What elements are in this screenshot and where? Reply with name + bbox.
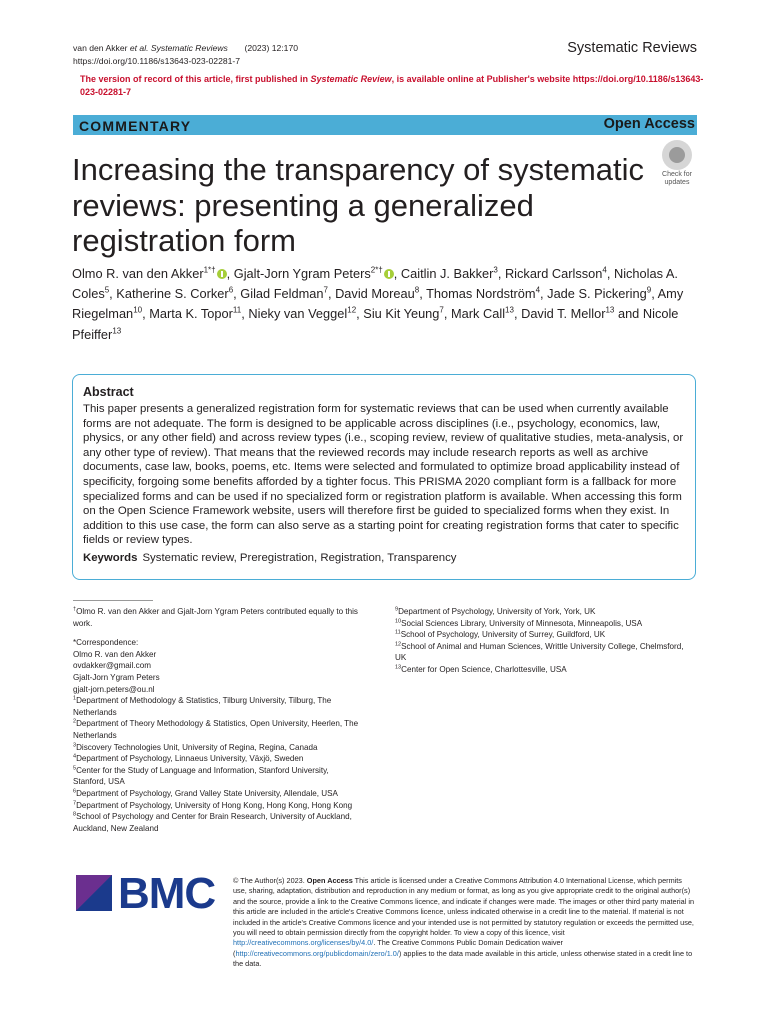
author: Nieky van Veggel$^{12}$: [248, 306, 357, 322]
license-body-1: This article is licensed under a Creative Commons Attribution 4.0 International License, which permits use, sharing, adaptation, distribution and reproduction in any medium or format, as long as you give appropriate credit to the original author(s) and the source, provide a link to the Creative Commons licence, and indicate if changes were made. The images or other third party material in this article are included in the article's Creative Commons licence, unless indicated otherwise in a credit line to the material. If material is not included in the article's Creative Commons licence and your intended use is not permitted by statutory regulation or exceeds the permitted use, you will need to obtain permission directly from the copyright holder. To view a copy of this licence, visit: [233, 876, 695, 938]
citation-authors: van den Akker: [73, 43, 130, 53]
author: Gjalt-Jorn Ygram Peters$^{2*\dagger}$: [234, 266, 394, 281]
bmc-logo-text: BMC: [118, 869, 216, 918]
author-affiliation-sup: 2*†: [370, 265, 383, 275]
abstract-body: This paper presents a generalized registration form for systematic reviews that can be used when currently available forms are not adequate. The form is designed to be applicable across disciplines (i.e., psychology, economics, law, physics, or any other field) and across review types (i.e., scoping review, review of qualitative studies, meta-analysis, or any other type of review). That means that the reviewed records may include research reports as well as archive documents, case law, books, poems, etc. Items were selected and formulated to optimize broad applicability instead of specificity, forgoing some benefits afforded by a tighter focus. This PRISMA 2020 compliant form is a fallback for more specialized forms and can be used if no specialized form or registration platform is available. When accessing this form on the Open Science Framework website, users will therefore first be guided to specialized forms when they exist. In addition to this use case, the form can also serve as a starting point for creating registration forms that cater to specific fields or review types.: [83, 403, 684, 547]
footnote: Olmo R. van den Akker: [73, 649, 157, 659]
author-affiliation-sup: 12: [347, 306, 357, 316]
footnote: $^5$Center for the Study of Language and Information, Stanford University, Stanford, USA: [73, 765, 329, 787]
author-affiliation-sup: 10: [133, 306, 143, 316]
cc-zero-link[interactable]: http://creativecommons.org/publicdomain/zero/1.0/: [235, 948, 399, 958]
author-affiliation-sup: 8: [414, 285, 420, 295]
license-body-2: . The Creative Commons Public Domain Dedication waiver (: [233, 938, 563, 958]
author-affiliation-sup: 4: [535, 285, 541, 295]
version-notice: [80, 73, 720, 99]
keywords-label: Keywords: [83, 551, 138, 564]
doi-link[interactable]: https://doi.org/10.1186/s13643-023-02281-7: [73, 56, 241, 66]
footnote: $^{10}$Social Sciences Library, University of Minnesota, Minneapolis, USA: [395, 617, 643, 628]
footnote: ovdakker@gmail.com: [73, 661, 151, 671]
footnote: $^4$Department of Psychology, Linnaeus University, Växjö, Sweden: [73, 753, 304, 764]
footnote: $^{12}$School of Animal and Human Sciences, Writtle University College, Chelmsford, UK: [395, 641, 684, 663]
footnotes-left: [73, 606, 363, 834]
author-affiliation-sup: 1*†: [203, 265, 216, 275]
article-type-label: COMMENTARY: [79, 118, 192, 134]
footnote: $^8$School of Psychology and Center for Brain Research, University of Auckland, Auckland, New Zealand: [73, 811, 352, 833]
author: Gilad Feldman$^7$: [240, 285, 328, 302]
notice-doi-link[interactable]: , is available online at Publisher's website https://doi.org/10.1186/s13643-023-02281-7: [80, 74, 704, 97]
author-affiliation-sup: 13: [112, 326, 122, 336]
author: David Moreau$^8$: [335, 285, 420, 302]
license-text: [233, 876, 695, 970]
author-affiliation-sup: 6: [228, 285, 234, 295]
citation-line: [73, 42, 298, 55]
footnote: $^1$Department of Methodology & Statistics, Tilburg University, Tilburg, The Netherlands: [73, 695, 332, 717]
author: Mark Call$^{13}$: [451, 306, 514, 322]
open-access-label: Open Access: [603, 116, 695, 132]
keywords-values: Systematic review, Preregistration, Registration, Transparency: [142, 551, 457, 564]
author-list: Olmo R. van den Akker$^{1*\dagger}$ , Gjalt-Jorn Ygram Peters$^{2*\dagger}$ , Caitlin J. Bakker$^3$, Rickard Carlsson$^4$, Nicholas A. Coles$^5$, Katherine S. Corker$^6$, Gilad Feldman$^7$, David Moreau$^8$, Thomas Nordström$^4$, Jade S. Pickering$^9$, Amy Riegelman$^{10}$, Marta K. Topor$^{11}$, Nieky van Veggel$^{12}$, Siu Kit Yeung$^7$, Mark Call$^{13}$, David T. Mellor$^{13}$ and Nicole Pfeiffer$^{13}$: [72, 265, 684, 342]
author-affiliation-sup: 9: [646, 285, 652, 295]
footnote: $^2$Department of Theory Methodology & Statistics, Open University, Heerlen, The Netherlands: [73, 718, 359, 740]
abstract-heading: Abstract: [83, 385, 134, 399]
journal-name: Systematic Reviews: [567, 40, 697, 56]
author: Nicholas A. Coles$^5$: [72, 266, 678, 302]
author-affiliation-sup: 13: [505, 306, 514, 316]
citation-issue: (2023) 12:170: [244, 43, 298, 53]
footnote: $^{13}$Center for Open Science, Charlottesville, USA: [395, 664, 567, 674]
orcid-icon[interactable]: [217, 269, 227, 279]
cc-by-link[interactable]: http://creativecommons.org/licenses/by/4.0/: [233, 938, 374, 948]
author-affiliation-sup: 4: [602, 265, 607, 275]
notice-text: The version of record of this article, first published in: [80, 74, 311, 84]
footnote: $^9$Department of Psychology, University of York, York, UK: [395, 606, 596, 616]
footnote: *Correspondence:: [73, 638, 139, 648]
author: Marta K. Topor$^{11}$: [149, 306, 242, 322]
author: Siu Kit Yeung$^7$: [363, 306, 444, 322]
author-affiliation-sup: 11: [232, 306, 242, 316]
author: Amy Riegelman$^{10}$: [72, 286, 684, 322]
citation-journal: et al. Systematic Reviews: [129, 43, 228, 53]
author: David T. Mellor$^{13}$: [521, 306, 615, 322]
bmc-logo: [76, 869, 216, 918]
footnote-divider: [73, 600, 153, 601]
citation-header: [73, 42, 298, 68]
author-affiliation-sup: 5: [104, 285, 110, 295]
abstract-box: [72, 374, 696, 580]
author-affiliation-sup: 7: [323, 285, 328, 295]
author: Thomas Nordström$^4$: [426, 285, 541, 302]
author: Caitlin J. Bakker$^3$: [400, 265, 498, 281]
author-affiliation-sup: 13: [605, 306, 615, 316]
copyright: © The Author(s) 2023.: [233, 876, 307, 885]
author: Rickard Carlsson$^4$: [504, 265, 607, 281]
bmc-logo-mark-icon: [76, 875, 112, 911]
check-updates-label: Check for updates: [662, 171, 692, 186]
author: Nicole Pfeiffer$^{13}$: [72, 306, 679, 342]
footnote: $^6$Department of Psychology, Grand Valley State University, Allendale, USA: [73, 788, 338, 798]
author: Jade S. Pickering$^9$: [547, 285, 652, 302]
footnote: gjalt-jorn.peters@ou.nl: [73, 684, 155, 694]
footnote: †Olmo R. van den Akker and Gjalt-Jorn Ygram Peters contributed equally to this work.: [73, 606, 358, 628]
license-body-3: ) applies to the data made available in this article, unless otherwise stated in a credit line to the data.: [233, 948, 693, 969]
author: Katherine S. Corker$^6$: [116, 285, 234, 302]
orcid-icon[interactable]: [384, 269, 394, 279]
author-affiliation-sup: 3: [493, 265, 498, 275]
author-affiliation-sup: 7: [439, 306, 444, 316]
footnote: $^3$Discovery Technologies Unit, University of Regina, Regina, Canada: [73, 741, 318, 752]
footnotes-right: [395, 606, 695, 676]
footnote: $^7$Department of Psychology, University of Hong Kong, Hong Kong, Hong Kong: [73, 799, 353, 810]
article-title: Increasing the transparency of systematic reviews: presenting a generalized registration form: [72, 152, 645, 258]
keywords-line: [83, 551, 685, 565]
notice-journal: Systematic Review: [310, 74, 392, 84]
footnote: Gjalt-Jorn Ygram Peters: [73, 672, 160, 682]
footnote: $^{11}$School of Psychology, University of Surrey, Guildford, UK: [395, 629, 606, 640]
author: Olmo R. van den Akker$^{1*\dagger}$: [72, 266, 227, 281]
license-open-access: Open Access: [306, 876, 353, 885]
